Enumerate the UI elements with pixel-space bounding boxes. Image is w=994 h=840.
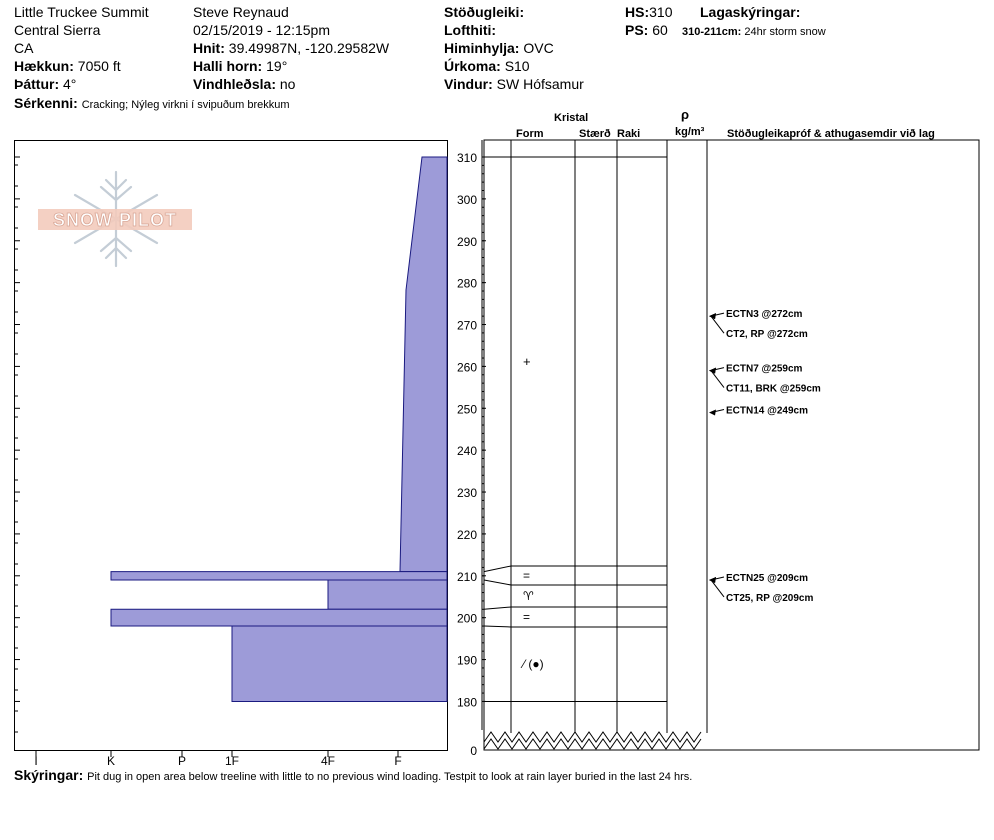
hardness-layer <box>328 580 447 609</box>
depth-connector <box>484 580 511 585</box>
test-arrow <box>711 580 724 597</box>
test-label: CT11, BRK @259cm <box>726 383 821 395</box>
features-label: Sérkenni: <box>14 95 78 111</box>
test-label: ECTN3 @272cm <box>726 309 803 321</box>
logo-text: SNOW PILOT <box>53 210 177 230</box>
depth-tick-label: 240 <box>456 444 477 459</box>
slope-value: 19° <box>266 58 288 74</box>
test-arrow <box>711 316 724 333</box>
test-label: ECTN25 @209cm <box>726 572 809 584</box>
depth-tick-label: 310 <box>456 151 477 165</box>
coords-value: 39.49987N, -120.29582W <box>228 40 390 56</box>
depth-axis <box>457 140 486 758</box>
col-tests: Stöðugleikapróf & athugasemdir við lag <box>727 128 935 140</box>
hardness-tick-label: F <box>394 754 402 768</box>
precip-label: Úrkoma: <box>444 58 501 74</box>
ps-value: 60 <box>652 22 668 38</box>
aspect-value: 4° <box>63 76 77 92</box>
depth-connector <box>484 566 511 572</box>
col-moisture: Raki <box>617 128 641 140</box>
crystal-form-symbol: = <box>523 610 531 624</box>
slope-label: Halli horn: <box>193 58 263 74</box>
location: Little Truckee Summit <box>14 4 149 20</box>
test-arrow <box>711 371 724 388</box>
depth-tick-label: 290 <box>456 234 477 249</box>
col-size: Stærð <box>579 128 611 140</box>
col-rho: ρ <box>681 107 690 122</box>
hardness-layer <box>111 609 447 626</box>
hardness-layer <box>232 626 447 701</box>
depth-tick-label: 280 <box>456 276 477 291</box>
aspect-label: Þáttur: <box>14 76 60 92</box>
depth-tick-label: 200 <box>456 611 477 626</box>
hardness-tick-label: I <box>34 754 38 768</box>
test-arrow-head <box>709 409 716 415</box>
hs-value: 310 <box>649 4 673 20</box>
coords-label: Hnit: <box>193 40 225 56</box>
col-density-unit: kg/m³ <box>675 126 705 138</box>
crystal-form-symbol: ⁄ (●) <box>523 657 544 672</box>
hardness-tick-label: 4F <box>320 754 336 768</box>
depth-tick-label: 210 <box>456 569 477 584</box>
datetime: 02/15/2019 - 12:15pm <box>193 22 330 38</box>
test-label: CT2, RP @272cm <box>726 329 808 341</box>
sky-label: Himinhylja: <box>444 40 520 56</box>
layer-note-text: 24hr storm snow <box>744 26 826 38</box>
depth-tick-label: 300 <box>456 192 477 207</box>
hardness-tick-label: P <box>177 754 187 768</box>
crystal-form-symbol: ♈ <box>523 589 534 603</box>
hardness-tick-label: K <box>106 754 116 768</box>
depth-break <box>484 732 701 742</box>
depth-tick-label: 230 <box>456 486 477 501</box>
test-label: ECTN7 @259cm <box>726 363 803 375</box>
hardness-layer <box>400 157 447 572</box>
depth-tick-label: 270 <box>456 318 477 333</box>
depth-tick-label: 260 <box>456 360 477 375</box>
wind-value: SW Hófsamur <box>496 76 584 92</box>
col-form: Form <box>516 128 544 140</box>
depth-tick-label: 180 <box>456 695 477 710</box>
layer-notes-label: Lagaskýringar: <box>700 4 801 20</box>
sky-value: OVC <box>523 40 554 56</box>
footer-notes-label: Skýringar: <box>14 767 84 783</box>
wind-loading-value: no <box>279 76 296 92</box>
col-crystal: Kristal <box>554 112 589 124</box>
depth-tick-label: 250 <box>456 402 477 417</box>
depth-tick-label: 190 <box>456 653 477 668</box>
footer-notes-text: Pit dug in open area below treeline with little to no previous wind loading. Testpit to look at rain layer buried in the last 24 hrs. <box>87 771 693 783</box>
depth-tick-label: 0 <box>470 744 477 758</box>
hardness-tick-label: 1F <box>224 754 240 768</box>
elevation-value: 7050 ft <box>77 58 121 74</box>
crystal-table <box>484 140 979 750</box>
test-label: CT25, RP @209cm <box>726 592 814 604</box>
features-value: Cracking; Nýleg virkni í svipuðum brekkum <box>81 99 290 111</box>
depth-connector <box>484 626 511 627</box>
depth-connector <box>484 607 511 609</box>
wind-loading-label: Vindhleðsla: <box>193 76 276 92</box>
observer: Steve Reynaud <box>193 4 289 20</box>
ps-label: PS: <box>625 22 649 38</box>
state: CA <box>14 40 34 56</box>
elevation-label: Hækkun: <box>14 58 74 74</box>
crystal-form-symbol: + <box>523 354 531 370</box>
layer-note-range: 310-211cm: <box>682 26 742 38</box>
stability-tests <box>709 309 821 604</box>
range: Central Sierra <box>14 22 101 38</box>
precip-value: S10 <box>504 58 530 74</box>
hs-label: HS: <box>625 4 650 20</box>
hardness-axis <box>34 750 401 768</box>
crystal-form-symbol: = <box>523 568 531 583</box>
hardness-layer <box>111 572 447 580</box>
snowpilot-logo <box>38 172 192 266</box>
footer-notes <box>14 767 692 785</box>
stability-label: Stöðugleiki: <box>444 4 525 20</box>
hardness-profile <box>111 157 447 701</box>
wind-label: Vindur: <box>444 76 493 92</box>
air-temp-label: Lofthiti: <box>444 22 497 38</box>
depth-break <box>484 739 701 749</box>
test-label: ECTN14 @249cm <box>726 405 809 417</box>
depth-tick-label: 220 <box>456 527 477 542</box>
table-frame <box>484 140 979 750</box>
